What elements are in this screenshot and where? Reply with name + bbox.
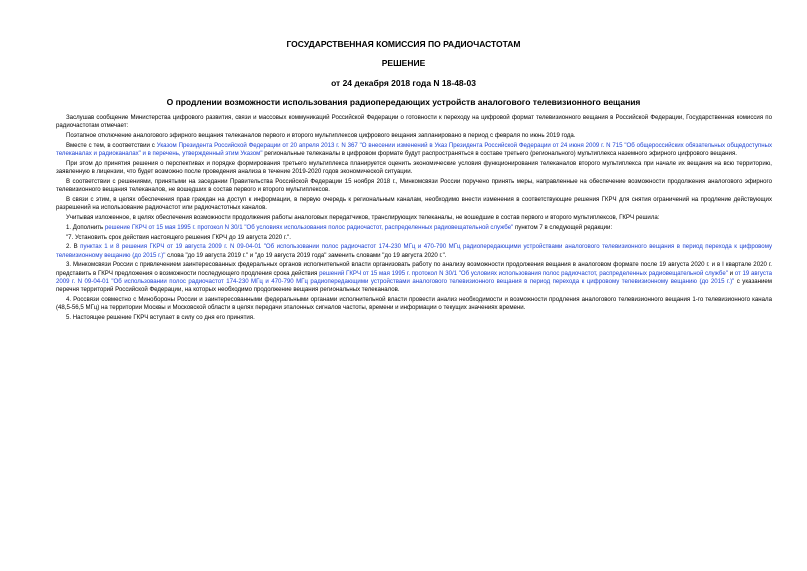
paragraph-item-1-quote: "7. Установить срок действия настоящего решения ГКРЧ до 19 августа 2020 г.". bbox=[66, 233, 291, 241]
text: пунктом 7 в следующей редакции: bbox=[513, 223, 613, 231]
link-decisions-30-1[interactable]: решений ГКРЧ от 15 мая 1995 г. протокол N 30/1 "Об условиях использования полос радиочастот, распределенных радиовещательной службе" bbox=[319, 269, 728, 277]
paragraph-item-1 bbox=[56, 224, 772, 232]
text: 3. Минкомсвязи России с привлечением заинтересованных федеральных органов исполнительной власти организовать работу по анализу возможности продолжения вещания в аналоговом формате после 19 августа 2020 г. и в I квартале 2020 г. представить в ГКРЧ предложения о возможности последующего продления срока действия bbox=[56, 261, 772, 277]
paragraph-item-4: 4. Россвязи совместно с Минобороны России и заинтересованными федеральными органами исполнительной власти провести анализ необходимости и возможности продления аналогового телевизионного вещания 1-го телевизионного канала (48,5-56,5 МГц) на территории Москвы и Московской области в целях передачи эталонных сигналов частоты, времени и информации о текущих значениях времени. bbox=[56, 295, 772, 311]
link-decision-30-1[interactable]: решение ГКРЧ от 15 мая 1995 г. протокол N 30/1 "Об условиях использования полос радиочастот, распределенных радиовещательной службе" bbox=[104, 223, 514, 231]
text: региональные телеканалы в цифровом формате будут распространяться в составе третьего (регионального) мультиплекса наземного эфирного цифрового вещания. bbox=[262, 149, 737, 157]
text: с указанием перечня территорий Российской Федерации, на которых необходимо продолжение вещания региональных телеканалов. bbox=[56, 277, 772, 293]
paragraph-access-rights: В связи с этим, в целях обеспечения прав граждан на доступ к информации, в первую очередь к региональным каналам, необходимо внести изменения в соответствующие решения ГКРЧ для снятия ограничений на продление действующих разрешений на использование радиочастот или радиочастотных каналов. bbox=[56, 195, 772, 211]
link-decision-09-04-01-items[interactable]: пунктах 1 и 8 решения ГКРЧ от 19 августа 2009 г. N 09-04-01 "Об использовании полос радиочастот 174-230 МГц и 470-790 МГц радиопередающими устройствами аналогового телевизионного вещания в период перехода к цифровому телевизионному вещанию (до 2015 г.)" bbox=[56, 243, 772, 259]
link-decision-09-04-01[interactable]: от 19 августа 2009 г. N 09-04-01 "Об использовании полос радиочастот 174-230 МГц и 470-790 МГц радиопередающими устройствами аналогового телевизионного вещания в период перехода к цифровому телевизионному вещанию (до 2015 г.)" bbox=[56, 269, 772, 285]
paragraph-shutdown: Поэтапное отключение аналогового эфирного вещания телеканалов первого и второго мультиплексов цифрового вещания запланировано в период с февраля по июнь 2019 года. bbox=[66, 131, 576, 139]
paragraph-government-meeting: В соответствии с решениями, принятыми на заседании Правительства Российской Федерации 15 ноября 2018 г., Минкомсвязи России поручено принять меры, направленные на обеспечение возможности продолжения аналогового эфирного телевизионного вещания телеканалов, не вошедших в состав первого и второго мультиплексов. bbox=[56, 177, 772, 193]
text: и bbox=[727, 269, 735, 277]
document-body bbox=[56, 114, 772, 324]
paragraph-decree bbox=[56, 142, 772, 158]
paragraph-decision-intro: Учитывая изложенное, в целях обеспечения возможности продолжения работы аналоговых передатчиков, транслирующих телеканалы, не вошедшие в состав первого и второго мультиплексов, ГКРЧ решила: bbox=[66, 213, 660, 221]
paragraph-third-multiplex: При этом до принятия решения о перспективах и порядке формирования третьего мультиплекса планируется оценить экономические условия функционирования телеканалов второго мультиплекса при начале их вещания на всю территорию, заявленную в лицензии, что будет возможно после проведения анализа в течение 2019-2020 годов экономической ситуации. bbox=[56, 159, 772, 175]
paragraph-item-3 bbox=[56, 261, 772, 293]
text: 2. В bbox=[66, 243, 81, 251]
date-number-heading: от 24 декабря 2018 года N 18-48-03 bbox=[331, 78, 476, 88]
text: слова "до 19 августа 2019 г." и "до 19 августа 2019 года" заменить словами "до 19 августа 2020 г.". bbox=[165, 251, 447, 259]
text: 1. Дополнить bbox=[66, 223, 105, 231]
link-decree-367[interactable]: Указом Президента Российской Федерации от 20 апреля 2013 г. N 367 "О внесении изменений в Указ Президента Российской Федерации от 24 июня 2009 г. N 715 "Об общероссийских обязательных общедоступных телеканалах и радиоканалах" и в перечень, утвержденный этим Указом" bbox=[56, 141, 773, 157]
paragraph-item-5: 5. Настоящее решение ГКРЧ вступает в силу со дня его принятия. bbox=[66, 313, 255, 321]
document-title: О продлении возможности использования радиопередающих устройств аналогового телевизионного вещания bbox=[166, 97, 641, 107]
paragraph-intro: Заслушав сообщение Министерства цифрового развития, связи и массовых коммуникаций Российской Федерации о готовности к переходу на цифровой формат телевизионного вещания в Российской Федерации, Государственная комиссия по радиочастотам отмечает: bbox=[56, 114, 772, 130]
doc-type-heading: РЕШЕНИЕ bbox=[381, 58, 426, 68]
text: Вместе с тем, в соответствии с bbox=[66, 141, 157, 149]
paragraph-item-2 bbox=[56, 243, 772, 259]
org-heading: ГОСУДАРСТВЕННАЯ КОМИССИЯ ПО РАДИОЧАСТОТАМ bbox=[286, 39, 521, 49]
